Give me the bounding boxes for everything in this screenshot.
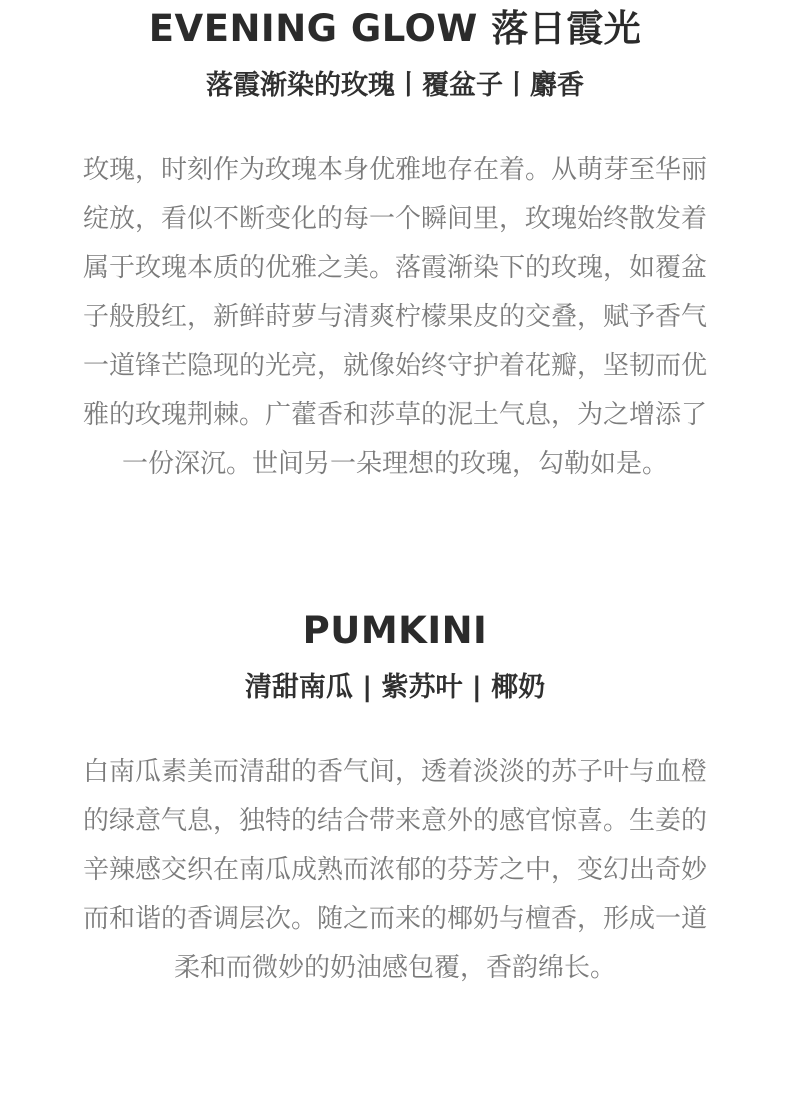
description-line: 属于玫瑰本质的优雅之美。落霞渐染下的玫瑰，如覆盆 — [82, 253, 707, 283]
product-description — [0, 146, 790, 489]
description-line: 子般殷红，新鲜莳萝与清爽柠檬果皮的交叠，赋予香气 — [82, 302, 707, 332]
description-line: 绽放，看似不断变化的每一个瞬间里，玫瑰始终散发着 — [82, 204, 707, 234]
description-line: 柔和而微妙的奶油感包覆，香韵绵长。 — [173, 953, 616, 983]
description-line: 一份深沉。世间另一朵理想的玫瑰，勾勒如是。 — [121, 449, 668, 479]
description-line: 雅的玫瑰荆棘。广藿香和莎草的泥土气息，为之增添了 — [82, 400, 707, 430]
description-line: 的绿意气息，独特的结合带来意外的感官惊喜。生姜的 — [82, 806, 707, 836]
description-line: 玫瑰，时刻作为玫瑰本身优雅地存在着。从萌芽至华丽 — [82, 155, 707, 185]
product-description — [0, 748, 790, 993]
description-line: 一道锋芒隐现的光亮，就像始终守护着花瓣，坚韧而优 — [82, 351, 707, 381]
description-line: 辛辣感交织在南瓜成熟而浓郁的芬芳之中，变幻出奇妙 — [82, 855, 707, 885]
product-notes: 清甜南瓜 | 紫苏叶 | 椰奶 — [244, 672, 546, 703]
description-line: 白南瓜素美而清甜的香气间，透着淡淡的苏子叶与血橙 — [82, 757, 707, 787]
product-title: PUMKINI — [302, 609, 488, 652]
product-title: EVENING GLOW 落日霞光 — [148, 7, 642, 50]
product-notes: 落霞渐染的玫瑰丨覆盆子丨麝香 — [206, 70, 584, 101]
description-line: 而和谐的香调层次。随之而来的椰奶与檀香，形成一道 — [82, 904, 707, 934]
